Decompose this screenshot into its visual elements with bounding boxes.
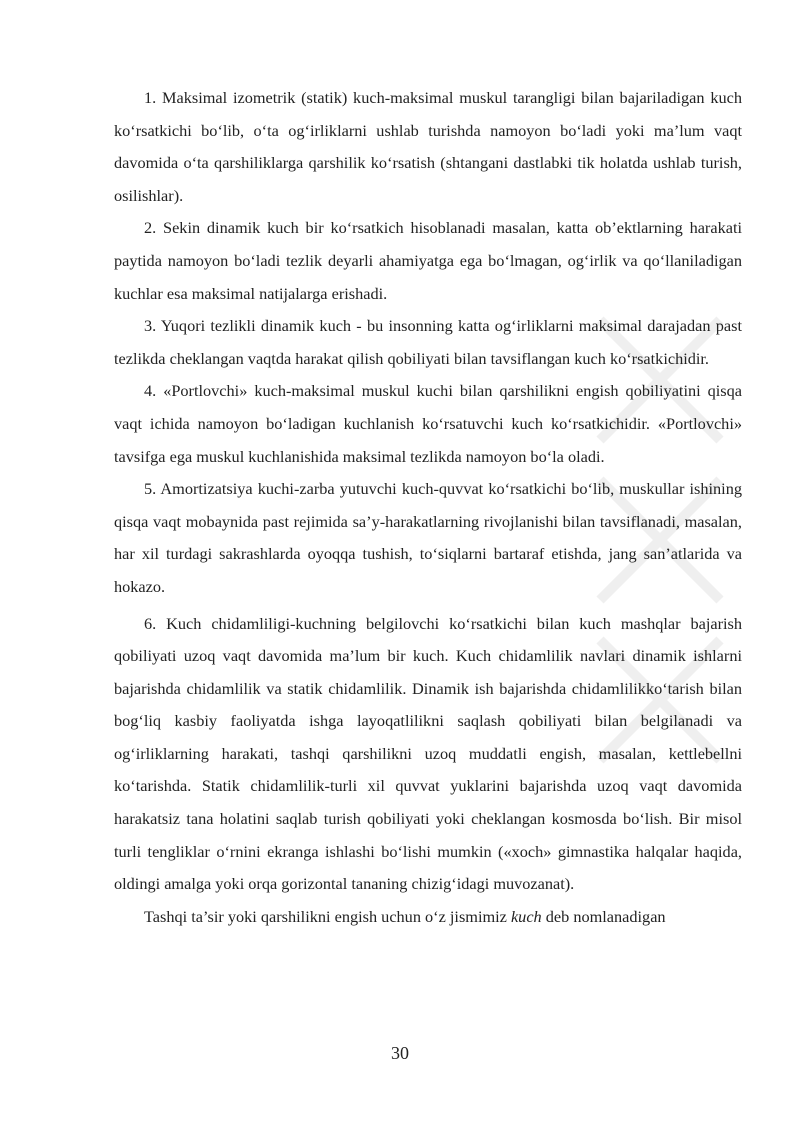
page-content bbox=[114, 82, 742, 933]
paragraph-5: 5. Amortizatsiya kuchi-zarba yutuvchi kuch-quvvat ko‘rsatkichi bo‘lib, muskullar ishining qisqa vaqt mobaynida past rejimida sa’y-harakatlarning rivojlanishi bilan tavsiflanadi, masalan, har xil turdagi sakrashlarda oyoqqa tushish, to‘siqlarni bartaraf etishda, jang san’atlarida va hokazo. bbox=[114, 479, 742, 596]
paragraph-1: 1. Maksimal izometrik (statik) kuch-maksimal muskul tarangligi bilan bajariladigan kuch ko‘rsatkichi bo‘lib, o‘ta og‘irliklarni ushlab turishda namoyon bo‘ladi yoki ma’lum vaqt davomida o‘ta qarshiliklarga qarshilik ko‘rsatish (shtangani dastlabki tik holatda ushlab turish, osilishlar). bbox=[114, 88, 742, 205]
paragraph-7-emphasis: kuch bbox=[510, 906, 542, 926]
paragraph-7-text-end: deb nomlanadigan bbox=[541, 906, 666, 926]
paragraph-7-text-start: Tashqi ta’sir yoki qarshilikni engish uchun o‘z jismimiz bbox=[144, 906, 511, 926]
paragraph-4: 4. «Portlovchi» kuch-maksimal muskul kuchi bilan qarshilikni engish qobiliyatini qisqa vaqt ichida namoyon bo‘ladigan kuchlanish ko‘rsatuvchi kuch ko‘rsatkichidir. «Portlovchi» tavsifga ega muskul kuchlanishida maksimal tezlikda namoyon bo‘la oladi. bbox=[114, 381, 742, 466]
paragraph-3: 3. Yuqori tezlikli dinamik kuch - bu insonning katta og‘irliklarni maksimal darajadan past tezlikda cheklangan vaqtda harakat qilish qobiliyati bilan tavsiflangan kuch ko‘rsatkichidir. bbox=[114, 316, 742, 368]
paragraph-6: 6. Kuch chidamliligi-kuchning belgilovchi ko‘rsatkichi bilan kuch mashqlar bajarish qobiliyati uzoq vaqt davomida ma’lum bir kuch. Kuch chidamlilik navlari dinamik ishlarni bajarishda chidamlilik va statik chidamlilik. Dinamik ish bajarishda chidamlilikko‘tarish bilan bog‘liq kasbiy faoliyatda ishga layoqatlilikni saqlash qobiliyati bilan belgilanadi va og‘irliklarning harakati, tashqi qarshilikni uzoq muddatli engish, masalan, kettlebellni ko‘tarishda. Statik chidamlilik-turli xil quvvat yuklarini bajarishda uzoq vaqt davomida harakatsiz tana holatini saqlab turish qobiliyati yoki cheklangan kosmosda bo‘lish. Bir misol turli tengliklar o‘rnini ekranga ishlashi bo‘lishi mumkin («xoch» gimnastika halqalar haqida, oldingi amalga yoki orqa gorizontal tananing chizig‘idagi muvozanat). bbox=[114, 613, 742, 894]
paragraph-2: 2. Sekin dinamik kuch bir ko‘rsatkich hisoblanadi masalan, katta ob’ektlarning harakati paytida namoyon bo‘ladi tezlik deyarli ahamiyatga ega bo‘lmagan, og‘irlik va qo‘llaniladigan kuchlar esa maksimal natijalarga erishadi. bbox=[114, 218, 742, 303]
paragraph-7 bbox=[114, 901, 742, 934]
page-number: 30 bbox=[391, 1043, 409, 1063]
